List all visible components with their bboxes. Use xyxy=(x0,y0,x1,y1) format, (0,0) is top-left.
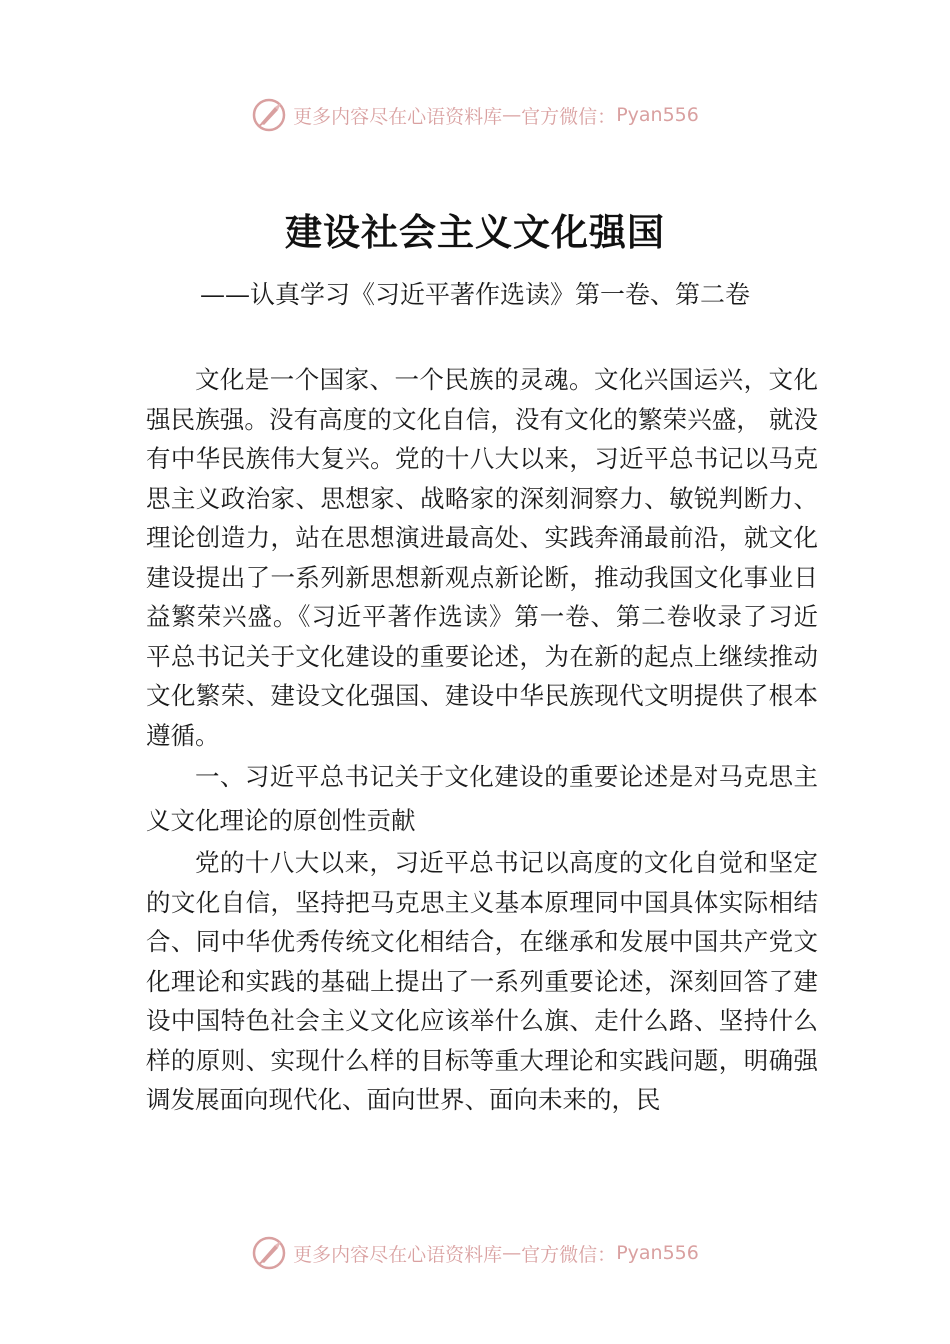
quill-pen-logo-icon xyxy=(251,97,287,133)
document-body xyxy=(146,360,818,1120)
watermark-wechat-label: 官方微信： xyxy=(521,1243,617,1266)
watermark-main-text: 更多内容尽在心语资料库 xyxy=(293,105,503,128)
watermark-wechat-id: Pyan556 xyxy=(616,1242,699,1264)
body-paragraph: 文化是一个国家、一个民族的灵魂。文化兴国运兴，文化强民族强。没有高度的文化自信，没有文化的繁荣兴盛， 就没有中华民族伟大复兴。党的十八大以来，习近平总书记以马克思主义政治家、思想家、战略家的深刻洞察力、敏锐判断力、理论创造力，站在思想演进最高处、实践奔涌最前沿，就文化建设提出了一系列新思想新观点新论断，推动我国文化事业日益繁荣兴盛。《习近平著作选读》第一卷、第二卷收录了习近平总书记关于文化建设的重要论述，为在新的起点上继续推动文化繁荣、建设文化强国、建设中华民族现代文明提供了根本遵循。 xyxy=(146,365,818,750)
watermark-dash: — xyxy=(502,1242,522,1264)
body-paragraph: 党的十八大以来，习近平总书记以高度的文化自觉和坚定的文化自信，坚持把马克思主义基本原理同中国具体实际相结合、同中华优秀传统文化相结合，在继承和发展中国共产党文化理论和实践的基础上提出了一系列重要论述，深刻回答了建设中国特色社会主义文化应该举什么旗、走什么路、坚持什么样的原则、实现什么样的目标等重大理论和实践问题，明确强调发展面向现代化、面向世界、面向未来的，民 xyxy=(146,848,818,1114)
document-subtitle: ——认真学习《习近平著作选读》第一卷、第二卷 xyxy=(199,280,750,309)
watermark-banner-bottom xyxy=(0,1233,950,1273)
section-heading: 一、习近平总书记关于文化建设的重要论述是对马克思主义文化理论的原创性贡献 xyxy=(146,762,818,835)
watermark-banner-top xyxy=(0,95,950,135)
watermark-wechat-label: 官方微信： xyxy=(521,105,617,128)
watermark-main-text: 更多内容尽在心语资料库 xyxy=(293,1243,503,1266)
watermark-wechat-id: Pyan556 xyxy=(616,104,699,126)
watermark-dash: — xyxy=(502,104,522,126)
quill-pen-logo-icon xyxy=(251,1235,287,1271)
document-title: 建设社会主义文化强国 xyxy=(285,210,665,254)
